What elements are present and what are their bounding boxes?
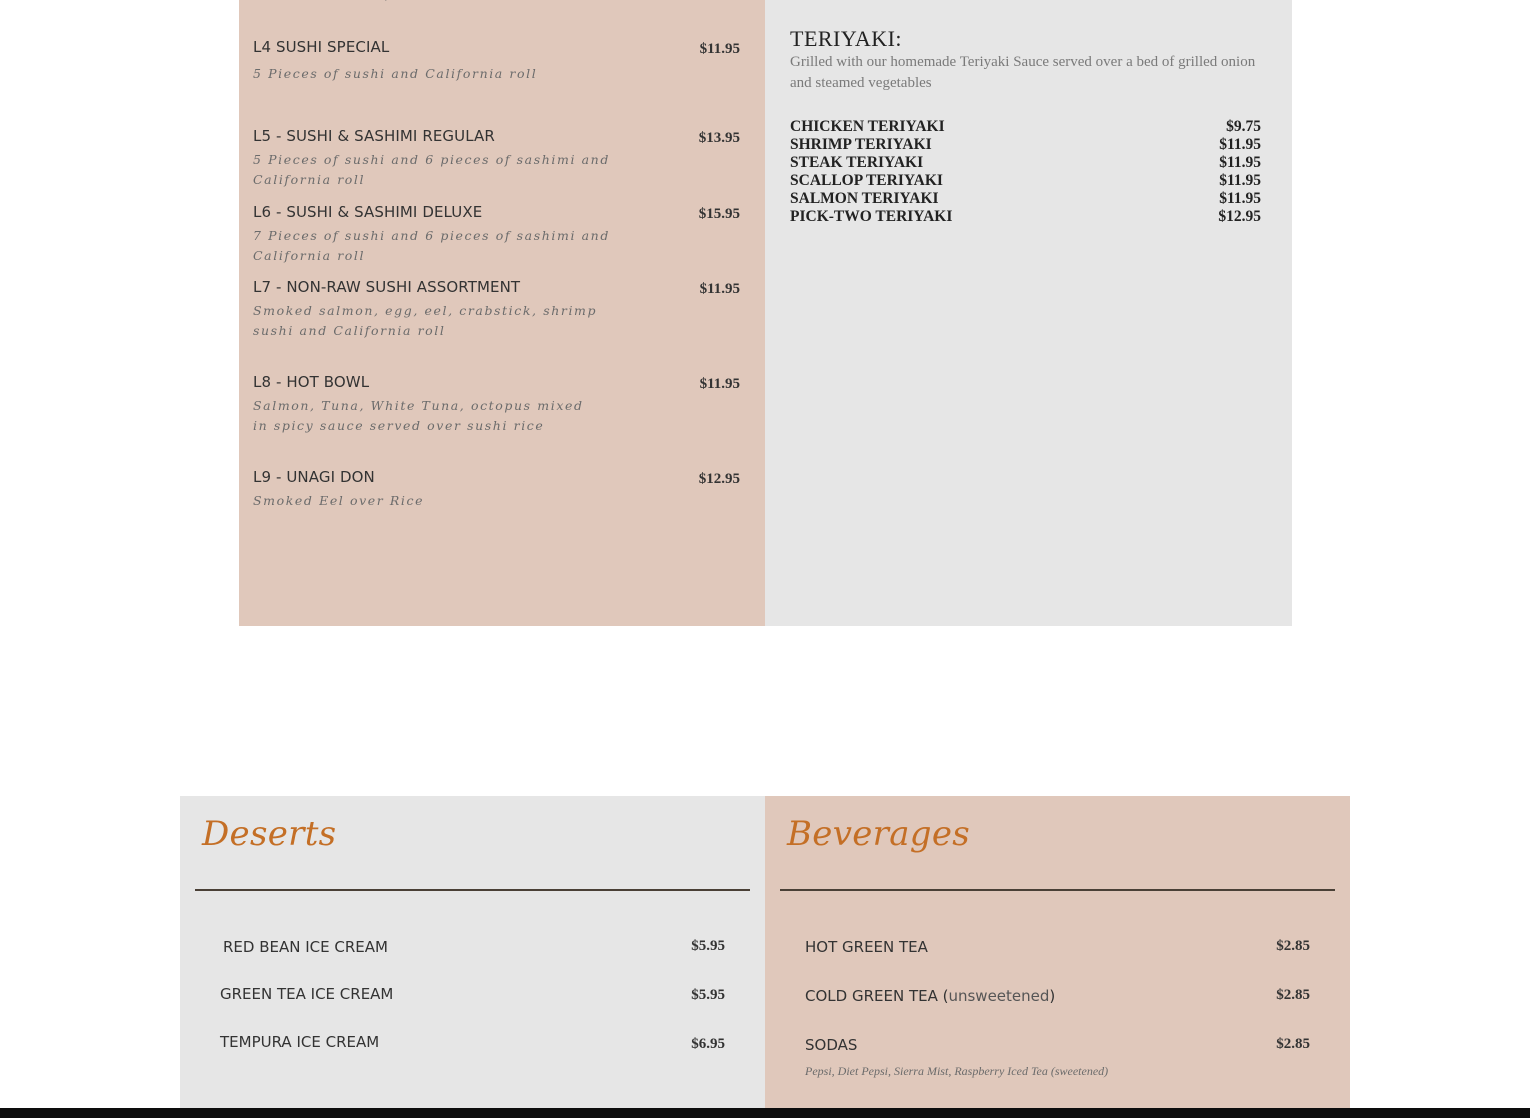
item-description: Smoked salmon, egg, eel, crabstick, shrimp sushi and California roll — [253, 303, 598, 338]
section-title: Beverages — [787, 814, 970, 854]
item-price: $12.95 — [1218, 208, 1261, 225]
item-name: CHICKEN TERIYAKI — [790, 118, 945, 135]
item-name: STEAK TERIYAKI — [790, 154, 924, 171]
section-divider — [780, 889, 1335, 891]
item-price: $2.85 — [1276, 987, 1310, 1003]
item-price: $2.85 — [1276, 938, 1310, 954]
item-name-main: COLD GREEN TEA ( — [805, 987, 949, 1005]
section-divider — [195, 889, 750, 891]
item-name: L8 - HOT BOWL — [253, 373, 370, 391]
lunch-specials-panel — [239, 0, 765, 626]
item-name — [805, 987, 1055, 1005]
item-description: 5 Pieces of sushi and California roll — [253, 66, 538, 81]
item-price: $12.95 — [698, 471, 740, 487]
teriyaki-panel — [765, 0, 1292, 626]
item-price: $11.95 — [699, 281, 740, 297]
deserts-panel — [180, 796, 765, 1118]
item-description: Smoked Eel over Rice — [253, 493, 425, 508]
item-name: L4 SUSHI SPECIAL — [253, 38, 390, 56]
item-description: 5 Pieces of sushi and 6 pieces of sashimi and California roll — [253, 152, 610, 187]
item-name: RED BEAN ICE CREAM — [223, 938, 388, 956]
item-name: GREEN TEA ICE CREAM — [220, 985, 394, 1003]
item-price: $11.95 — [1219, 190, 1261, 207]
teriyaki-item — [790, 154, 1261, 172]
cut-off-description — [253, 0, 411, 1]
teriyaki-item — [790, 118, 1261, 136]
item-description: Salmon, Tuna, White Tuna, octopus mixed in spicy sauce served over sushi rice — [253, 398, 584, 433]
item-name-close: ) — [1049, 987, 1056, 1005]
item-price: $6.95 — [691, 1036, 725, 1052]
item-price: $11.95 — [699, 376, 740, 392]
teriyaki-item — [790, 136, 1261, 154]
item-name: SCALLOP TERIYAKI — [790, 172, 943, 189]
item-price: $2.85 — [1276, 1036, 1310, 1052]
item-name: HOT GREEN TEA — [805, 938, 928, 956]
item-name: L9 - UNAGI DON — [253, 468, 375, 486]
section-title: TERIYAKI: — [790, 26, 903, 51]
item-price: $5.95 — [691, 987, 725, 1003]
item-description: 7 Pieces of sushi and 6 pieces of sashimi and California roll — [253, 228, 610, 263]
item-name: SALMON TERIYAKI — [790, 190, 939, 207]
item-name: PICK-TWO TERIYAKI — [790, 208, 953, 225]
section-description: Grilled with our homemade Teriyaki Sauce served over a bed of grilled onion and steamed vegetables — [790, 54, 1256, 91]
item-name: SODAS — [805, 1036, 858, 1054]
section-title: Deserts — [202, 814, 337, 854]
item-price: $11.95 — [1219, 136, 1261, 153]
teriyaki-item — [790, 208, 1261, 226]
item-price: $9.75 — [1226, 118, 1261, 135]
item-price: $13.95 — [698, 130, 740, 146]
teriyaki-item — [790, 190, 1261, 208]
item-price: $11.95 — [1219, 154, 1261, 171]
item-name: L6 - SUSHI & SASHIMI DELUXE — [253, 203, 483, 221]
item-price: $11.95 — [699, 41, 740, 57]
item-name: L5 - SUSHI & SASHIMI REGULAR — [253, 127, 495, 145]
item-name: L7 - NON-RAW SUSHI ASSORTMENT — [253, 278, 521, 296]
item-price: $15.95 — [698, 206, 740, 222]
footer-bar — [0, 1108, 1530, 1118]
item-name: SHRIMP TERIYAKI — [790, 136, 932, 153]
item-note: Pepsi, Diet Pepsi, Sierra Mist, Raspberry Iced Tea (sweetened) — [805, 1064, 1109, 1078]
item-price: $11.95 — [1219, 172, 1261, 189]
item-name: TEMPURA ICE CREAM — [220, 1033, 380, 1051]
beverages-panel — [765, 796, 1350, 1118]
item-price: $5.95 — [691, 938, 725, 954]
teriyaki-item — [790, 172, 1261, 190]
item-name-qualifier: unsweetened — [948, 987, 1050, 1005]
